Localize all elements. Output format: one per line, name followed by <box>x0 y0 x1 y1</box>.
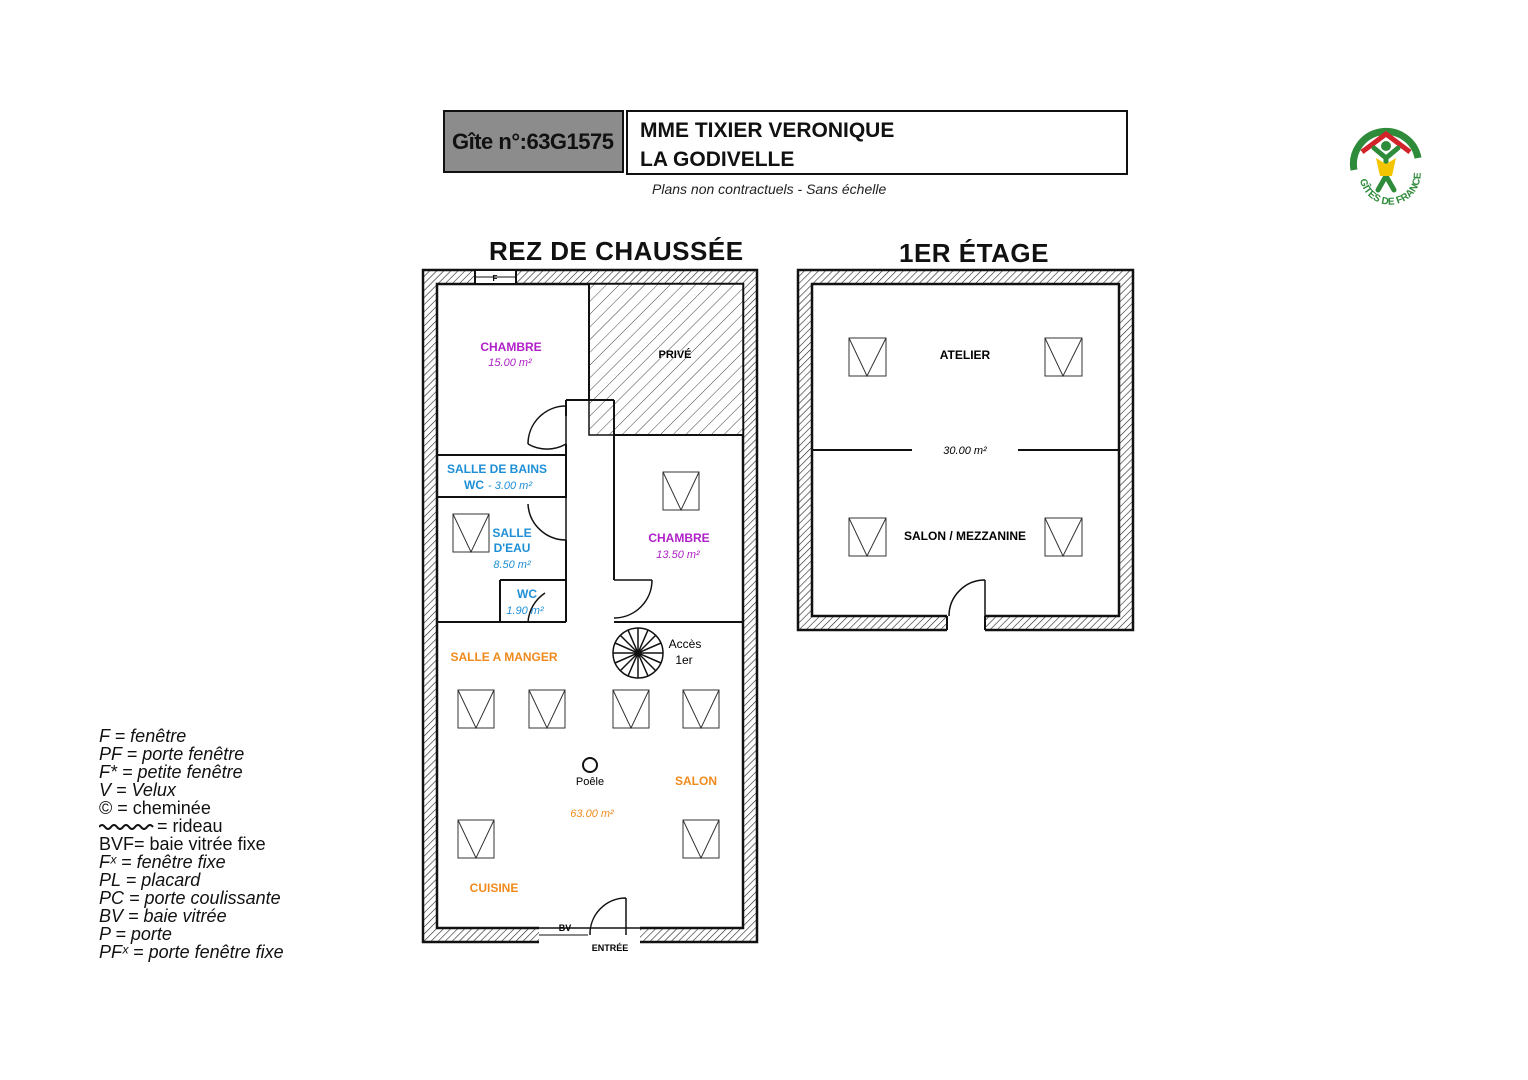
legend-item: PF = porte fenêtre <box>99 744 245 764</box>
room-salon-mezzanine: SALON / MEZZANINE <box>904 529 1026 543</box>
door-swings <box>528 406 652 935</box>
gite-number: Gîte n°:63G1575 <box>452 128 614 154</box>
legend-item: © = cheminée <box>99 798 211 818</box>
legend-item: BVF= baie vitrée fixe <box>99 834 266 854</box>
room-atelier: ATELIER <box>939 348 991 362</box>
first-area: 30.00 m² <box>943 445 987 457</box>
legend-item: F = fenêtre <box>99 726 187 746</box>
velux-icon <box>1045 338 1082 376</box>
entrance-label: ENTRÉE <box>591 943 629 953</box>
room-chambre-1: CHAMBRE <box>480 340 542 354</box>
first-floor-door-opening <box>947 614 985 632</box>
disclaimer: Plans non contractuels - Sans échelle <box>652 181 887 197</box>
room-sdb-area: - 3.00 m² <box>487 480 533 492</box>
room-chambre-2: CHAMBRE <box>648 531 710 545</box>
living-area: 63.00 m² <box>570 808 614 820</box>
room-chambre-2-area: 13.50 m² <box>656 549 700 561</box>
owner-name: MME TIXIER VERONIQUE <box>640 119 895 142</box>
room-sdb: SALLE DE BAINS <box>446 462 548 476</box>
owner-location: LA GODIVELLE <box>640 148 795 171</box>
velux-icon <box>458 690 494 728</box>
legend-item: PC = porte coulissante <box>99 888 281 908</box>
velux-icon <box>683 690 719 728</box>
velux-icon <box>683 820 719 858</box>
logo-text: GÎTES DE FRANCE <box>1356 172 1424 208</box>
first-floor-title: 1ER ÉTAGE <box>899 238 1049 268</box>
legend-item: PL = placard <box>99 870 201 890</box>
velux-icon <box>849 518 886 556</box>
stair-label-line1: Accès <box>668 637 702 651</box>
stove-label: Poêle <box>575 776 605 788</box>
window-label: F <box>492 274 498 283</box>
velux-icon <box>458 820 494 858</box>
legend-item: V = Velux <box>99 780 176 800</box>
room-salle-manger: SALLE A MANGER <box>450 650 558 664</box>
legend <box>99 727 284 961</box>
curtain-icon <box>99 822 157 832</box>
legend-item: BV = baie vitrée <box>99 906 227 926</box>
stove-icon <box>583 758 597 772</box>
velux-icon <box>453 514 489 552</box>
legend-item: F* = petite fenêtre <box>99 762 243 782</box>
baie-label: BV <box>558 923 572 933</box>
room-sde-line1: SALLE <box>492 526 532 540</box>
svg-text:GÎTES DE FRANCE <box>1357 172 1424 208</box>
legend-item-curtain-text: = rideau <box>157 816 223 836</box>
room-prive: PRIVÉ <box>658 349 692 361</box>
room-chambre-1-area: 15.00 m² <box>488 357 532 369</box>
legend-item: Fˣ = fenêtre fixe <box>99 852 226 872</box>
legend-item: P = porte <box>99 924 172 944</box>
velux-icon <box>613 690 649 728</box>
velux-icon <box>1045 518 1082 556</box>
spiral-staircase-icon <box>613 628 663 678</box>
room-sde-line2: D'EAU <box>493 541 531 555</box>
gites-de-france-logo <box>1340 118 1430 208</box>
velux-icon <box>663 472 699 510</box>
room-sde-area: 8.50 m² <box>493 559 531 571</box>
legend-item-curtain <box>99 817 284 835</box>
room-wc-area: 1.90 m² <box>506 605 544 617</box>
room-cuisine: CUISINE <box>469 881 519 895</box>
stair-label-line2: 1er <box>675 653 693 667</box>
velux-icon <box>849 338 886 376</box>
velux-icon <box>529 690 565 728</box>
ground-floor-title: REZ DE CHAUSSÉE <box>489 236 744 266</box>
first-floor-plan <box>798 270 1133 632</box>
room-wc: WC <box>517 587 537 601</box>
ground-floor-plan <box>423 270 757 953</box>
room-salon: SALON <box>675 774 717 788</box>
room-sdb-wc: WC <box>464 478 484 492</box>
legend-item: PFˣ = porte fenêtre fixe <box>99 942 284 962</box>
